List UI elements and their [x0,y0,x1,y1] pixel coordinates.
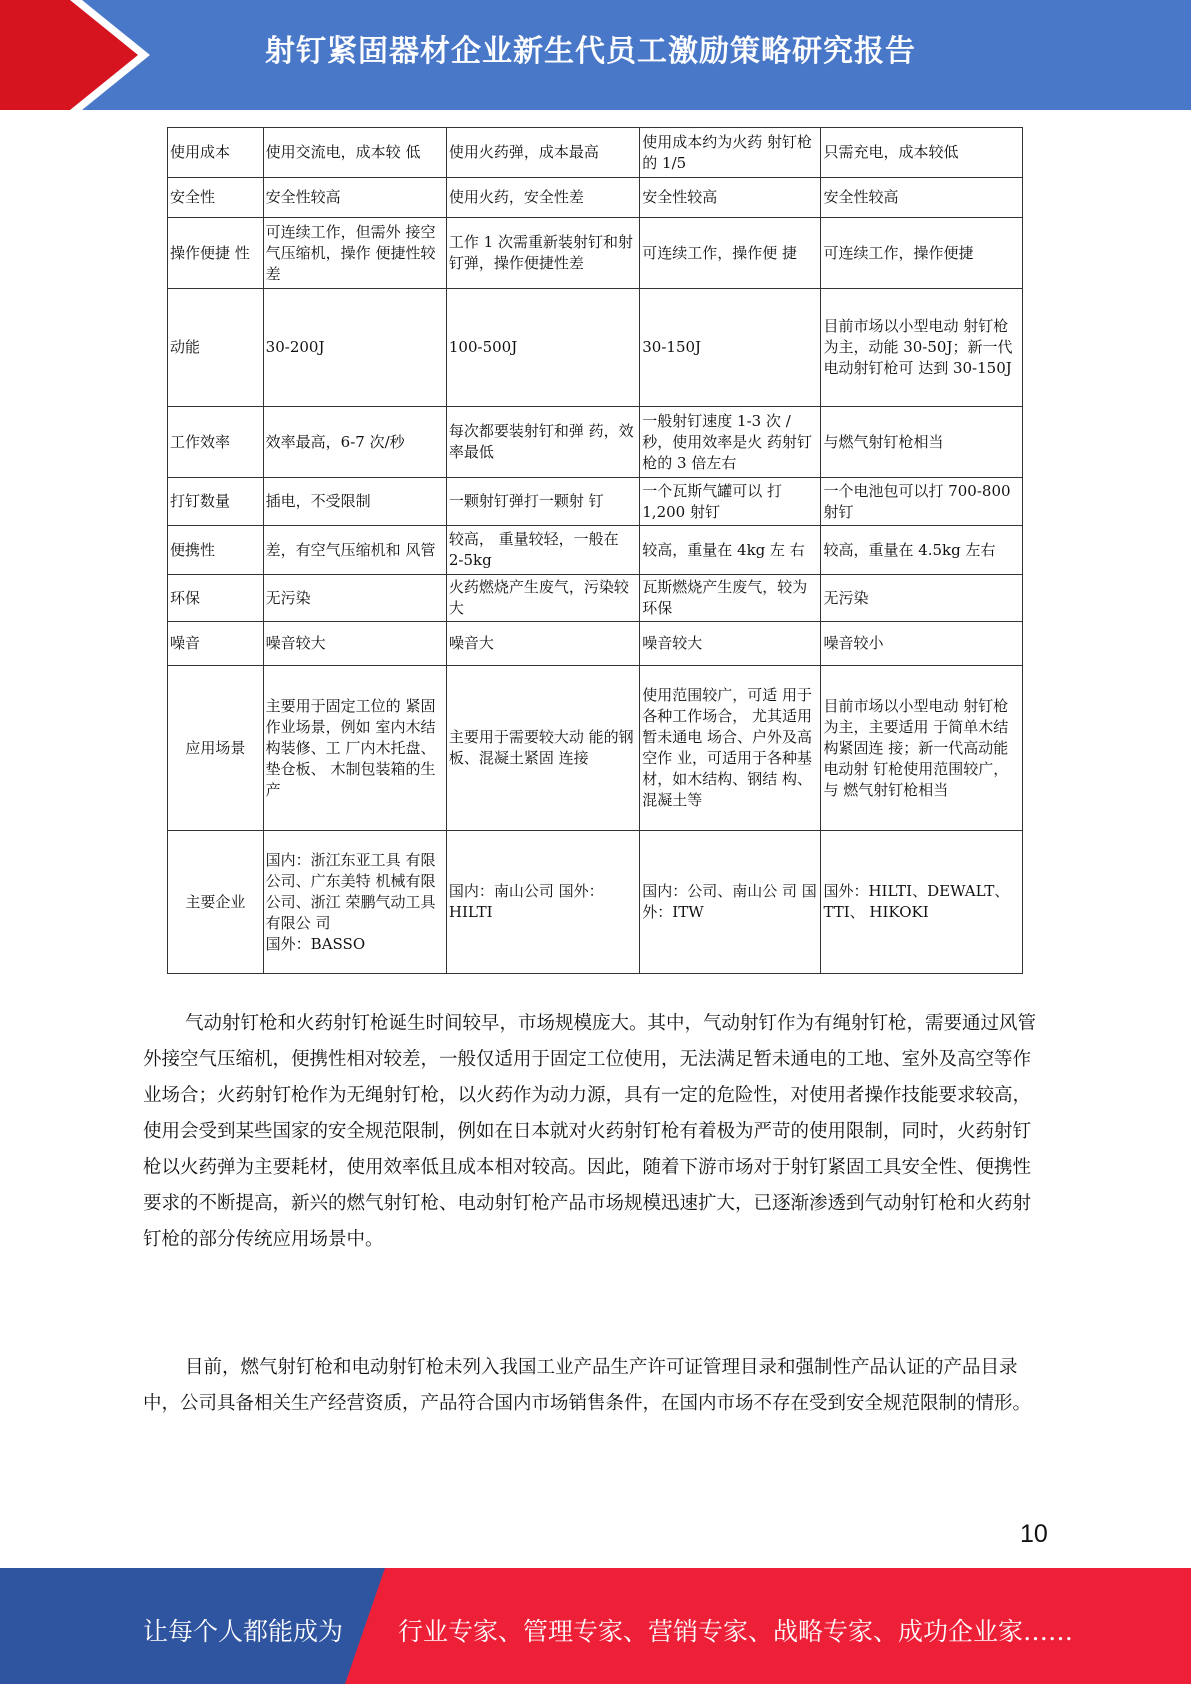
row-header: 噪音 [168,622,264,666]
row-header: 主要企业 [168,831,264,974]
table-row [168,478,1023,526]
table-cell: 国内：浙江东亚工具 有限公司、广东美特 机械有限公司、浙江 荣鹏气动工具有限公 司 国外：BASSO [263,831,446,974]
table-cell: 效率最高，6-7 次/秒 [263,407,446,478]
table-cell: 工作 1 次需重新装射钉和射钉弹，操作便捷性差 [446,218,639,289]
table-cell: 使用范围较广，可适 用于各种工作场合， 尤其适用暂未通电 场合、户外及高空作 业，可适用于各种基 材，如木结构、钢结 构、混凝土等 [640,666,821,831]
table-row [168,128,1023,178]
comparison-table [167,127,1023,974]
table-cell: 一般射钉速度 1-3 次 / 秒，使用效率是火 药射钉枪的 3 倍左右 [640,407,821,478]
table-cell: 30-150J [640,289,821,407]
table-cell: 可连续工作，操作便 捷 [640,218,821,289]
table-cell: 国外：HILTI、DEWALT、TTI、 HIKOKI [821,831,1023,974]
table-cell: 瓦斯燃烧产生废气，较为环保 [640,575,821,622]
table-cell: 较高，重量在 4.5kg 左右 [821,526,1023,575]
row-header: 动能 [168,289,264,407]
table-cell: 一颗射钉弹打一颗射 钉 [446,478,639,526]
row-header: 便携性 [168,526,264,575]
page-header [0,0,1191,110]
row-header: 工作效率 [168,407,264,478]
row-header: 应用场景 [168,666,264,831]
table-cell: 每次都要装射钉和弹 药，效率最低 [446,407,639,478]
table-cell: 目前市场以小型电动 射钉枪为主，动能 30-50J；新一代电动射钉枪可 达到 30-150J [821,289,1023,407]
table-cell: 使用交流电，成本较 低 [263,128,446,178]
table-cell: 可连续工作，但需外 接空气压缩机，操作 便捷性较差 [263,218,446,289]
table-cell: 国内：公司、南山公 司 国外：ITW [640,831,821,974]
footer-slogan-right: 行业专家、管理专家、营销专家、战略专家、成功企业家…… [398,1617,1074,1646]
row-header: 环保 [168,575,264,622]
report-title: 射钉紧固器材企业新生代员工激励策略研究报告 [265,34,916,69]
table-row [168,178,1023,218]
table-cell: 使用火药弹，成本最高 [446,128,639,178]
table-cell: 一个电池包可以打 700-800 射钉 [821,478,1023,526]
table-row [168,666,1023,831]
table-row [168,575,1023,622]
table-cell: 30-200J [263,289,446,407]
table-cell: 较高，重量在 4kg 左 右 [640,526,821,575]
table-row [168,526,1023,575]
table-cell: 插电，不受限制 [263,478,446,526]
table-cell: 噪音较小 [821,622,1023,666]
header-red-arrow [0,0,150,110]
table-cell: 一个瓦斯气罐可以 打 1,200 射钉 [640,478,821,526]
table-cell: 较高， 重量较轻，一般在 2-5kg [446,526,639,575]
row-header: 使用成本 [168,128,264,178]
table-cell: 无污染 [821,575,1023,622]
page-footer [0,1568,1191,1684]
body-paragraph: 目前，燃气射钉枪和电动射钉枪未列入我国工业产品生产许可证管理目录和强制性产品认证的产品目录中，公司具备相关生产经营资质，产品符合国内市场销售条件，在国内市场不存在受到安全规范限制的情形。 [143,1357,1032,1414]
table-cell: 噪音较大 [640,622,821,666]
table-cell: 使用火药，安全性差 [446,178,639,218]
table-row [168,831,1023,974]
table-row [168,622,1023,666]
footer-slogan-left: 让每个人都能成为 [143,1617,344,1646]
table-cell: 只需充电，成本较低 [821,128,1023,178]
table-cell: 安全性较高 [263,178,446,218]
table-cell: 主要用于需要较大动 能的钢板、混凝土紧固 连接 [446,666,639,831]
table-cell: 可连续工作，操作便捷 [821,218,1023,289]
table-cell: 火药燃烧产生废气，污染较大 [446,575,639,622]
table-cell: 100-500J [446,289,639,407]
body-paragraph: 气动射钉枪和火药射钉枪诞生时间较早，市场规模庞大。其中，气动射钉作为有绳射钉枪，需要通过风管外接空气压缩机，便携性相对较差，一般仅适用于固定工位使用，无法满足暂未通电的工地、室外及高空等作业场合；火药射钉枪作为无绳射钉枪，以火药作为动力源，具有一定的危险性，对使用者操作技能要求较高，使用会受到某些国家的安全规范限制，例如在日本就对火药射钉枪有着极为严苛的使用限制，同时，火药射钉枪以火药弹为主要耗材，使用效率低且成本相对较高。因此，随着下游市场对于射钉紧固工具安全性、便携性要求的不断提高，新兴的燃气射钉枪、电动射钉枪产品市场规模迅速扩大，已逐渐渗透到气动射钉枪和火药射钉枪的部分传统应用场景中。 [143,1013,1037,1250]
table-row [168,407,1023,478]
table-row [168,218,1023,289]
table-row [168,289,1023,407]
table-cell: 安全性较高 [640,178,821,218]
table-cell: 差，有空气压缩机和 风管 [263,526,446,575]
table-cell: 目前市场以小型电动 射钉枪为主，主要适用 于简单木结构紧固连 接；新一代高动能电动射 钉枪使用范围较广，与 燃气射钉枪相当 [821,666,1023,831]
table-cell: 噪音较大 [263,622,446,666]
table-cell: 国内：南山公司 国外：HILTI [446,831,639,974]
page-number: 10 [1020,1520,1048,1548]
table-cell: 安全性较高 [821,178,1023,218]
row-header: 操作便捷 性 [168,218,264,289]
row-header: 安全性 [168,178,264,218]
table-cell: 噪音大 [446,622,639,666]
table-cell: 使用成本约为火药 射钉枪的 1/5 [640,128,821,178]
table-cell: 与燃气射钉枪相当 [821,407,1023,478]
table-cell: 主要用于固定工位的 紧固作业场景，例如 室内木结构装修、工 厂内木托盘、垫仓板、 木制包装箱的生产 [263,666,446,831]
row-header: 打钉数量 [168,478,264,526]
table-cell: 无污染 [263,575,446,622]
